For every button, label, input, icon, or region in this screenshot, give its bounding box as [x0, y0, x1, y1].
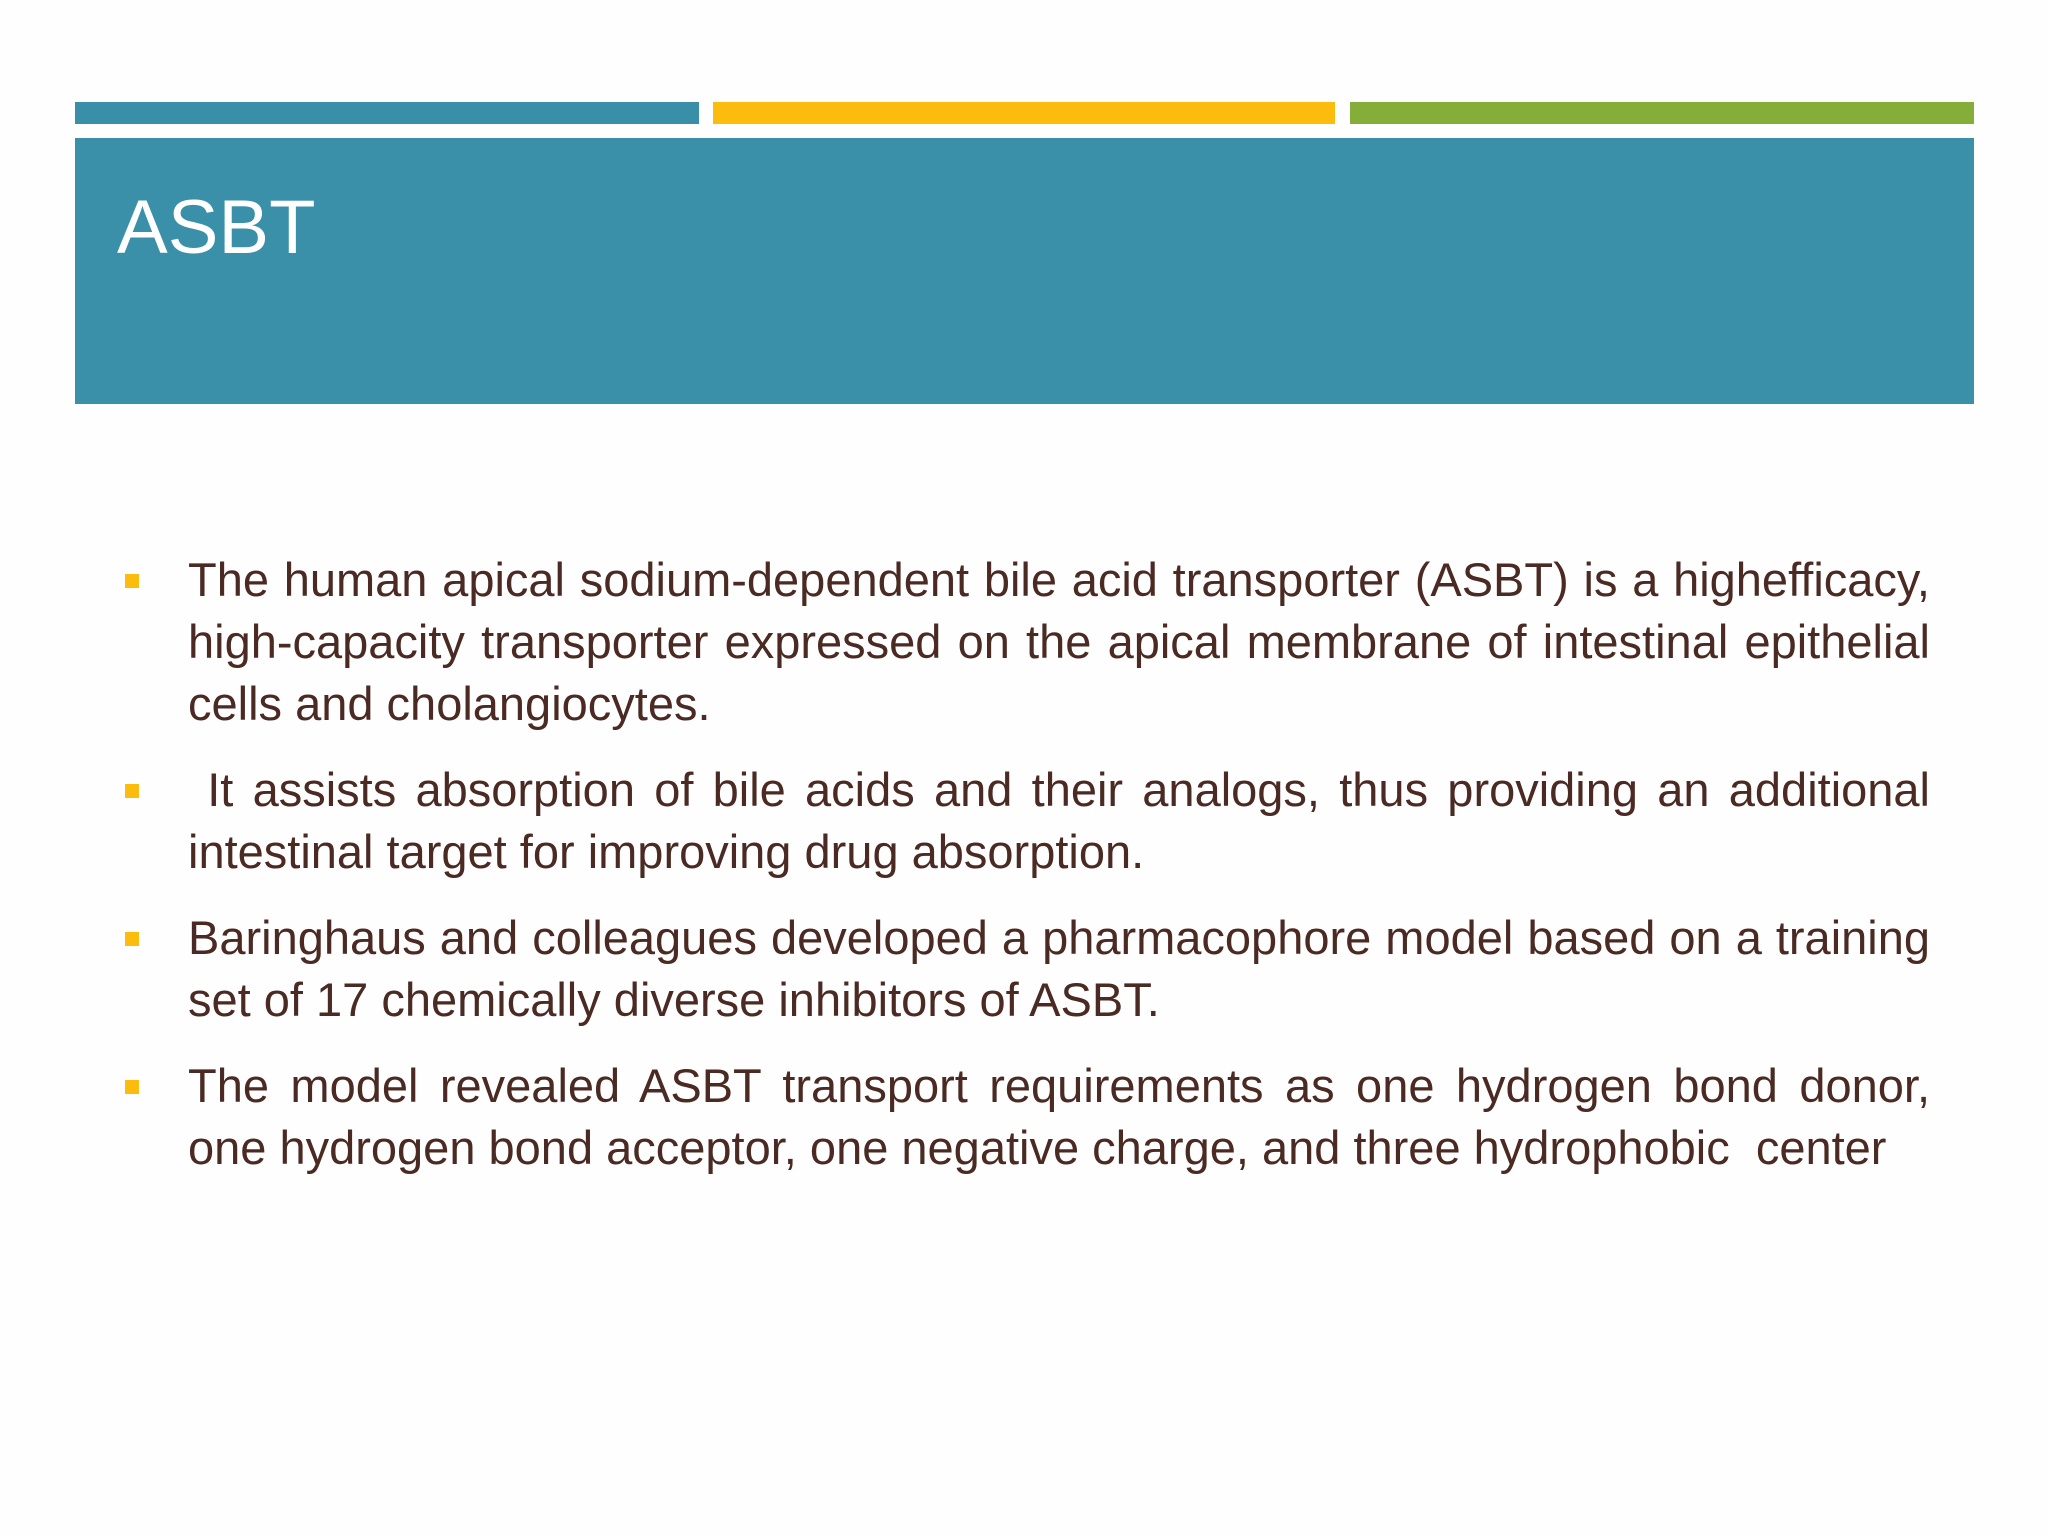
bullet-text: Baringhaus and colleagues developed a pharmacophore model based on a training set of 17 chemically diverse inhibitors of ASBT. — [188, 911, 1944, 1026]
bullet-text: The human apical sodium-dependent bile acid transporter (ASBT) is a highefficacy, high-capacity transporter expressed on the apical membrane of intestinal epithelial cells and cholangiocytes. — [188, 553, 1944, 730]
bullet-text: The model revealed ASBT transport requirements as one hydrogen bond donor, one hydrogen bond acceptor, one negative charge, and three hydrophobic center — [188, 1059, 1957, 1174]
bullet-item — [118, 907, 1944, 1031]
bullet-item — [118, 759, 1944, 883]
square-bullet-icon — [125, 784, 139, 798]
accent-bar-green — [1350, 102, 1974, 124]
square-bullet-icon — [125, 1080, 139, 1094]
slide-title: ASBT — [117, 185, 316, 270]
bullet-item — [118, 549, 1944, 735]
square-bullet-icon — [125, 932, 139, 946]
bullet-list — [118, 549, 1957, 1203]
square-bullet-icon — [125, 574, 139, 588]
accent-bar-gold — [713, 102, 1335, 124]
bullet-text: It assists absorption of bile acids and their analogs, thus providing an additional intestinal target for improving drug absorption. — [188, 763, 1944, 878]
title-band — [75, 138, 1974, 404]
bullet-item — [118, 1055, 1957, 1179]
accent-bar-teal — [75, 102, 699, 124]
